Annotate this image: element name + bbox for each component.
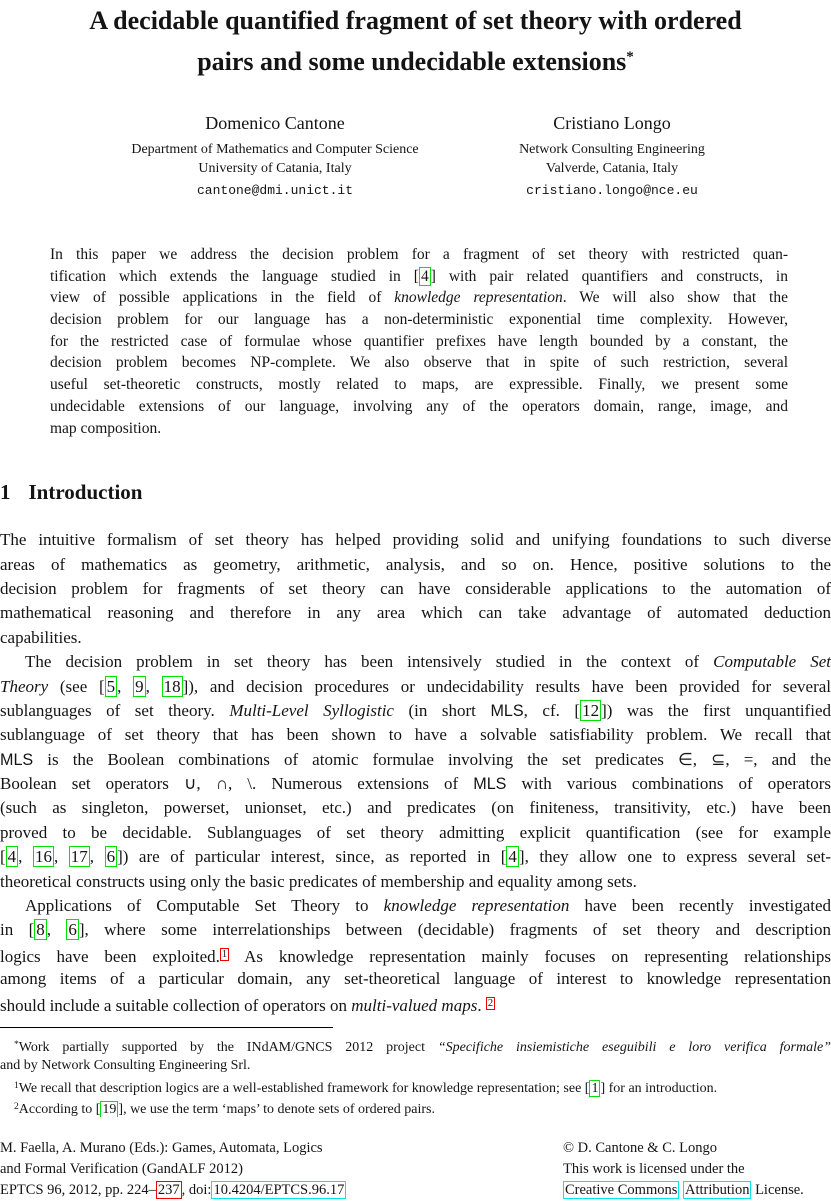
superscript-marker: 2: [14, 1101, 19, 1112]
footer-publication-info: [0, 1138, 346, 1201]
text-line: [0, 943, 831, 967]
superscript-marker: *: [626, 49, 634, 65]
external-link[interactable]: 10.4204/EPTCS.96.17: [213, 1182, 345, 1199]
author-card: [95, 112, 455, 199]
author-email: cristiano.longo@nce.eu: [526, 183, 698, 198]
author-affiliation-line: Network Consulting Engineering: [519, 142, 705, 157]
text-line: [0, 1138, 346, 1159]
emphasis-text: Multi-Level Syllogistic: [229, 700, 394, 720]
text-line: [0, 870, 831, 894]
mls-acronym: MLS: [473, 775, 507, 794]
text-span: , doi:: [181, 1182, 212, 1199]
text-line: [0, 577, 831, 601]
superscript-marker: *: [14, 1040, 19, 1050]
emphasis-text: “Specifiche insiemistiche eseguibili e loro verifica formale”: [437, 1040, 831, 1055]
text-span: ,: [18, 847, 33, 867]
text-line: [563, 1138, 831, 1159]
emphasis-text: Theory: [0, 676, 49, 696]
text-line: [0, 528, 831, 552]
citation-link[interactable]: 12: [582, 700, 600, 720]
text-line: [0, 601, 831, 625]
text-line: [0, 626, 831, 650]
introduction-body: [0, 528, 831, 1016]
text-span: Applications of Computable Set Theory to: [25, 896, 384, 916]
text-line: [0, 796, 831, 820]
text-span: According to [: [18, 1101, 101, 1117]
author-affiliation-line: University of Catania, Italy: [198, 161, 352, 176]
text-span: decision problem becomes NP-complete. We also observe that in spite of such restriction, several: [50, 354, 788, 372]
text-span: pairs and some undecidable extensions: [197, 47, 627, 76]
text-span: [: [0, 847, 6, 867]
text-line: [0, 39, 831, 80]
text-line: [0, 553, 831, 577]
section-number: 1: [0, 480, 11, 505]
text-line: [50, 266, 788, 288]
text-line: [0, 1159, 346, 1180]
text-line: [0, 1097, 831, 1118]
text-span: ], they allow one to express several set-: [518, 847, 831, 867]
text-span: tification which extends the language studied in [: [50, 267, 419, 285]
author-email: cantone@dmi.unict.it: [196, 183, 354, 198]
text-line: [0, 845, 831, 869]
text-span: ]) are of particular interest, since, as reported in [: [117, 847, 507, 867]
citation-link[interactable]: 4: [508, 847, 517, 867]
text-line: [0, 894, 831, 918]
text-line: [0, 1180, 346, 1201]
text-line: [0, 772, 831, 796]
page-range-link[interactable]: 237: [157, 1182, 180, 1199]
section-title: Introduction: [28, 480, 143, 505]
page-footer: [0, 1138, 831, 1201]
author-card: [462, 112, 762, 199]
citation-link[interactable]: 4: [7, 847, 17, 867]
text-span: (such as singleton, powerset, unionset, etc.) and predicates (on finiteness, transitivity, etc.) have been: [0, 798, 831, 818]
author-affiliation-line: Valverde, Catania, Italy: [545, 161, 679, 176]
text-line: [0, 1076, 831, 1097]
section-heading: [0, 479, 831, 505]
text-line: [0, 699, 831, 723]
footnote-link[interactable]: 1: [221, 948, 228, 960]
text-line: [563, 1159, 831, 1180]
citation-link[interactable]: 5: [106, 676, 116, 696]
text-span: EPTCS 96, 2012, pp. 224–: [0, 1182, 156, 1199]
paper-title: [0, 2, 831, 80]
text-line: [0, 992, 831, 1016]
text-span: ,: [89, 847, 105, 867]
mls-acronym: MLS: [0, 750, 34, 769]
text-span: is the Boolean combinations of atomic formulae involving the set predicates ∈, ⊆, =, and the: [33, 749, 831, 769]
citation-link[interactable]: 6: [68, 920, 77, 940]
text-span: The decision problem in set theory has been intensively studied in the context of: [25, 652, 714, 672]
text-span: sublanguage of set theory that has been shown to have a solvable satisfiability problem. We recall that: [0, 725, 831, 745]
text-line: [0, 675, 831, 699]
text-line: [0, 967, 831, 991]
text-span: decision problem for fragments of set theory can have considerable applications to the automation of: [0, 578, 831, 598]
text-span: have been recently investigated: [569, 896, 831, 916]
footer-license-info: [563, 1138, 831, 1201]
authors-section: [0, 112, 831, 199]
superscript-marker: 1: [14, 1081, 19, 1092]
footnotes-section: [0, 1035, 831, 1117]
text-span: ]), and decision procedures or undecidability results have been provided for several: [182, 676, 831, 696]
text-span: for the restricted case of formulae whose quantifier prefixes have length bounded by a constant, the: [50, 332, 788, 350]
author-name: Domenico Cantone: [205, 113, 345, 133]
text-span: areas of mathematics as geometry, arithmetic, analysis, and so on. Hence, positive solutions to the: [0, 554, 831, 574]
text-span: License.: [751, 1182, 804, 1199]
text-span: ], where some interrelationships between (decidable) fragments of set theory and description: [78, 920, 831, 940]
text-span: M. Faella, A. Murano (Eds.): Games, Automata, Logics: [0, 1140, 323, 1157]
citation-link[interactable]: 17: [70, 847, 88, 867]
text-line: [0, 650, 831, 674]
text-span: decision problem for our language has a non-deterministic exponential time complexity. However,: [50, 311, 788, 329]
text-span: mathematical reasoning and therefore in any area which can take advantage of automated deduction: [0, 603, 831, 623]
text-line: [0, 1035, 831, 1056]
text-span: ]) was the first unquantified: [601, 700, 831, 720]
text-span: proved to be decidable. Sublanguages of set theory admitting explicit quantification (see for example: [0, 822, 831, 842]
text-line: [0, 918, 831, 942]
text-span: ,: [53, 847, 69, 867]
text-line: [0, 723, 831, 747]
text-span: We recall that description logics are a well-established framework for knowledge representation; see [: [18, 1081, 590, 1097]
text-span: sublanguages of set theory.: [0, 700, 230, 720]
text-span: map composition.: [50, 419, 162, 437]
text-span: ,: [117, 676, 134, 696]
text-span: ,: [46, 920, 67, 940]
text-span: logics have been exploited.: [0, 946, 220, 966]
text-span: should include a suitable collection of operators on: [0, 995, 352, 1015]
emphasis-text: knowledge representation: [383, 896, 570, 916]
footnote-rule: [0, 1027, 333, 1028]
citation-link[interactable]: 19: [102, 1101, 117, 1117]
text-span: useful set-theoretic constructs, mostly related to maps, are expressible. Finally, we present some: [50, 376, 788, 394]
text-span: and Formal Verification (GandALF 2012): [0, 1161, 243, 1178]
text-line: [50, 331, 788, 353]
text-span: . We will also show that the: [562, 289, 788, 307]
text-span: theoretical constructs using only the basic predicates of membership and equality among sets.: [0, 871, 637, 891]
author-name: Cristiano Longo: [553, 113, 671, 133]
footnote-link[interactable]: 2: [487, 997, 494, 1009]
text-span: ] for an introduction.: [600, 1081, 718, 1097]
text-span: undecidable extensions of our language, involving any of the operators domain, range, image, and: [50, 397, 788, 415]
text-line: [50, 396, 788, 418]
text-span: The intuitive formalism of set theory has helped providing solid and unifying foundations to such diverse: [0, 530, 831, 550]
text-span: among items of a particular domain, any set-theoretical language of interest to knowledge representation: [0, 969, 831, 989]
text-line: [50, 374, 788, 396]
author-affiliation-line: Department of Mathematics and Computer Science: [131, 142, 419, 157]
text-line: [563, 1180, 831, 1201]
text-span: .: [477, 995, 486, 1015]
external-link[interactable]: Creative Commons: [565, 1182, 678, 1199]
footnote: [0, 1076, 831, 1097]
text-span: Work partially supported by the INdAM/GNCS 2012 project: [18, 1040, 438, 1055]
citation-link[interactable]: 18: [163, 676, 181, 696]
citation-link[interactable]: 1: [591, 1081, 599, 1097]
footnote: [0, 1035, 831, 1076]
text-line: [50, 244, 788, 266]
text-span: in [: [0, 920, 35, 940]
text-line: [50, 352, 788, 374]
text-span: As knowledge representation mainly focuses on representing relationships: [229, 946, 831, 966]
mls-acronym: MLS: [490, 701, 524, 720]
text-span: ,: [145, 676, 162, 696]
text-span: with various combinations of operators: [506, 774, 831, 794]
text-span: capabilities.: [0, 627, 82, 647]
text-line: [0, 748, 831, 772]
text-line: [50, 309, 788, 331]
text-span: A decidable quantified fragment of set theory with ordered: [89, 6, 742, 35]
text-span: Boolean set operators ∪, ∩, \. Numerous extensions of: [0, 774, 474, 794]
citation-link[interactable]: 8: [36, 920, 45, 940]
paragraph: [0, 528, 831, 650]
text-span: © D. Cantone & C. Longo: [563, 1140, 717, 1157]
text-span: (see [: [48, 676, 105, 696]
text-span: view of possible applications in the field of: [50, 289, 395, 307]
text-line: [0, 821, 831, 845]
paragraph: [0, 650, 831, 894]
citation-link[interactable]: 9: [135, 676, 144, 696]
citation-link[interactable]: 4: [420, 267, 429, 285]
text-span: In this paper we address the decision problem for a fragment of set theory with restricted quan-: [50, 246, 788, 263]
emphasis-text: Computable Set: [713, 652, 831, 672]
text-span: and by Network Consulting Engineering Srl.: [0, 1057, 251, 1073]
citation-link[interactable]: 6: [106, 847, 116, 867]
emphasis-text: knowledge representation: [394, 289, 563, 307]
footnote: [0, 1097, 831, 1118]
text-line: [50, 418, 788, 440]
text-line: [0, 1056, 831, 1077]
citation-link[interactable]: 16: [34, 847, 52, 867]
paragraph: [0, 894, 831, 1016]
emphasis-text: multi-valued maps: [351, 995, 478, 1015]
text-span: ], we use the term ‘maps’ to denote sets of ordered pairs.: [118, 1101, 435, 1117]
abstract: [50, 244, 788, 439]
external-link[interactable]: Attribution: [685, 1182, 750, 1199]
text-span: This work is licensed under the: [563, 1161, 745, 1178]
text-line: [0, 2, 831, 39]
text-span: , cf. [: [523, 700, 581, 720]
text-span: (in short: [393, 700, 491, 720]
text-span: ] with pair related quantifiers and constructs, in: [430, 267, 788, 285]
text-line: [50, 287, 788, 309]
